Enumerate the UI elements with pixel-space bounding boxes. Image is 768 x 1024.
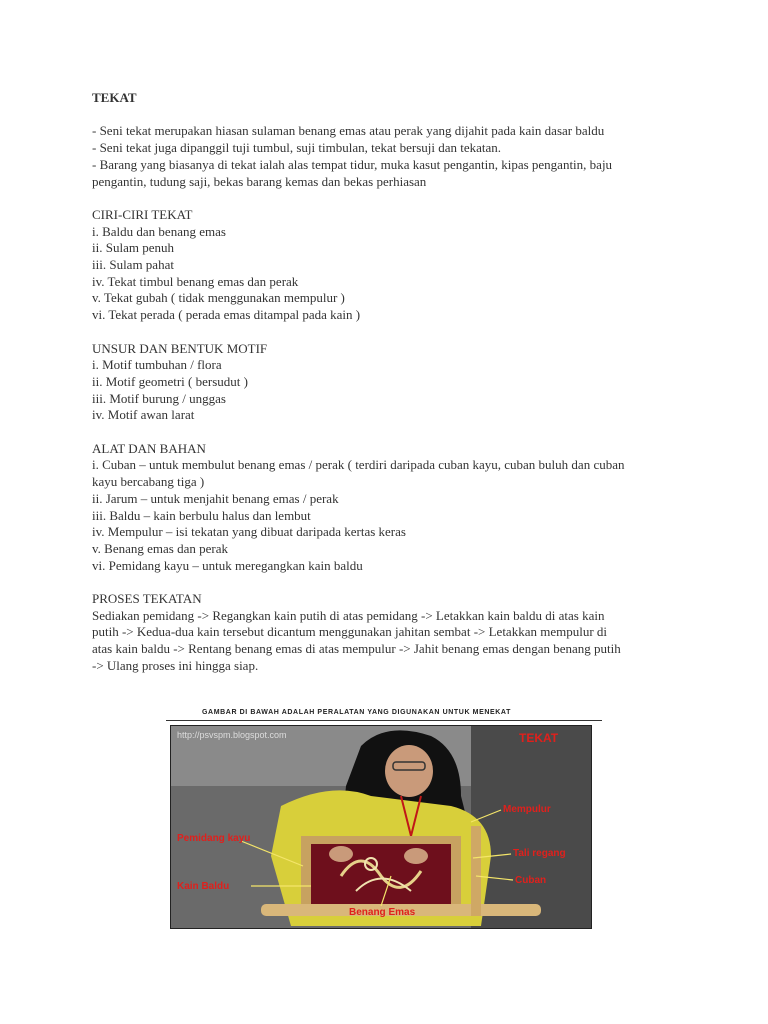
motif-item: i. Motif tumbuhan / flora: [92, 357, 222, 373]
intro-line-4: pengantin, tudung saji, bekas barang kemas dan bekas perhiasan: [92, 173, 427, 189]
ciri-item: vi. Tekat perada ( perada emas ditampal pada kain ): [92, 307, 361, 323]
label-pemidang-kayu: Pemidang kayu: [177, 833, 251, 844]
section-heading-proses: PROSES TEKATAN: [92, 591, 202, 607]
proses-line: atas kain baldu -> Rentang benang emas di atas mempulur -> Jahit benang emas dengan benang putih: [92, 641, 621, 657]
tekat-figure: [166, 703, 602, 929]
motif-item: iv. Motif awan larat: [92, 407, 195, 423]
ciri-item: i. Baldu dan benang emas: [92, 223, 226, 239]
proses-line: -> Ulang proses ini hingga siap.: [92, 657, 259, 673]
document-body: [92, 90, 692, 675]
page-title: TEKAT: [92, 90, 137, 105]
alat-item: ii. Jarum – untuk menjahit benang emas / perak: [92, 490, 339, 506]
alat-item: iii. Baldu – kain berbulu halus dan lembut: [92, 507, 311, 523]
figure-caption: GAMBAR DI BAWAH ADALAH PERALATAN YANG DIGUNAKAN UNTUK MENEKAT: [202, 709, 511, 716]
photo-brand-label: TEKAT: [519, 731, 559, 745]
watermark-url: http://psvspm.blogspot.com: [177, 730, 287, 740]
label-tali-regang: Tali regang: [513, 848, 566, 859]
intro-line-3: - Barang yang biasanya di tekat ialah alas tempat tidur, muka kasut pengantin, kipas pengantin, baju: [92, 156, 613, 172]
label-benang-emas: Benang Emas: [349, 907, 416, 918]
alat-item: i. Cuban – untuk membulut benang emas / perak ( terdiri daripada cuban kayu, cuban buluh dan cuban: [92, 457, 625, 473]
section-heading-motif: UNSUR DAN BENTUK MOTIF: [92, 340, 268, 356]
alat-item: iv. Mempulur – isi tekatan yang dibuat daripada kertas keras: [92, 524, 406, 540]
label-kain-baldu: Kain Baldu: [177, 881, 230, 892]
label-cuban: Cuban: [515, 875, 547, 886]
ciri-item: v. Tekat gubah ( tidak menggunakan mempulur ): [92, 290, 345, 306]
motif-item: ii. Motif geometri ( bersudut ): [92, 373, 248, 389]
intro-line-1: - Seni tekat merupakan hiasan sulaman benang emas atau perak yang dijahit pada kain dasar baldu: [92, 123, 605, 139]
caption-divider: [166, 720, 602, 721]
tekat-photo: [170, 725, 592, 929]
alat-item: vi. Pemidang kayu – untuk meregangkan kain baldu: [92, 557, 363, 573]
ciri-item: iv. Tekat timbul benang emas dan perak: [92, 273, 299, 289]
alat-item: kayu bercabang tiga ): [92, 474, 205, 490]
section-heading-ciri: CIRI-CIRI TEKAT: [92, 206, 193, 222]
ciri-item: iii. Sulam pahat: [92, 257, 174, 272]
label-mempulur: Mempulur: [503, 804, 551, 815]
proses-line: Sediakan pemidang -> Regangkan kain putih di atas pemidang -> Letakkan kain baldu di atas kain: [92, 607, 605, 623]
ciri-item: ii. Sulam penuh: [92, 240, 174, 256]
proses-line: putih -> Kedua-dua kain tersebut dicantum menggunakan jahitan sembat -> Letakkan mempulur di: [92, 624, 608, 640]
intro-line-2: - Seni tekat juga dipanggil tuji tumbul, suji timbulan, tekat bersuji dan tekatan.: [92, 140, 502, 156]
alat-item: v. Benang emas dan perak: [92, 540, 228, 556]
section-heading-alat: ALAT DAN BAHAN: [92, 440, 206, 456]
motif-item: iii. Motif burung / unggas: [92, 390, 226, 406]
